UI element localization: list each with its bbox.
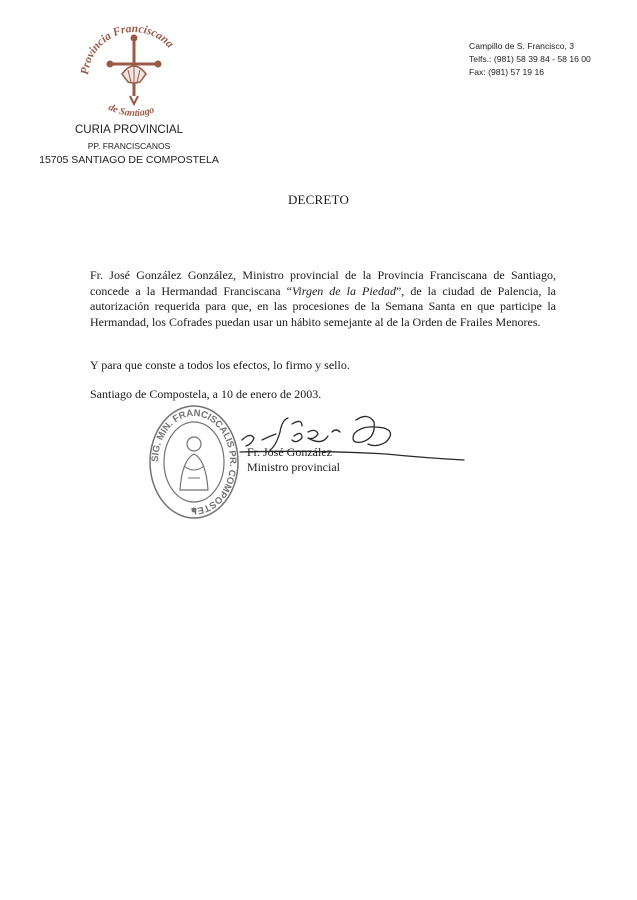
curia-provincial-label: CURIA PROVINCIAL	[75, 124, 183, 136]
signer-role: Ministro provincial	[247, 459, 340, 474]
contact-block	[469, 40, 591, 80]
contact-address: Campillo de S. Francisco, 3	[469, 41, 575, 51]
svg-text:Provincia Franciscana: Provincia Franciscana	[79, 22, 176, 76]
decree-body	[90, 268, 556, 330]
document-title: DECRETO	[287, 192, 350, 207]
pp-franciscanos-label: PP. FRANCISCANOS	[87, 141, 171, 151]
decree-body-part-1: Fr. José González González, Ministro provincial de la Provincia Franciscana de Santiago, concede a la Hermandad Franciscana “	[90, 268, 556, 298]
closing-line: Y para que conste a todos los efectos, lo firmo y sello.	[90, 358, 350, 372]
signer-name: Fr. José González	[247, 445, 332, 459]
contact-phones: Telfs.: (981) 58 39 84 - 58 16 00	[469, 54, 591, 65]
dateline: Santiago de Compostela, a 10 de enero de 2003.	[90, 387, 322, 401]
province-seal-logo	[74, 16, 194, 128]
contact-fax: Fax: (981) 57 19 16	[469, 67, 545, 78]
signer-block	[247, 445, 340, 474]
city-postal-label: 15705 SANTIAGO DE COMPOSTELA	[39, 154, 219, 166]
decree-body-italic: Virgen de la Piedad	[291, 283, 396, 298]
svg-text:de Santiago: de Santiago	[106, 101, 156, 120]
decree-body-part-2: ”, de la ciudad de Palencia, la autorización requerida para que, en las procesiones de la Semana Santa en que participe la Hermandad, los Cofrades puedan usar un hábito semejante al de la Orden de Frailes Menores.	[90, 283, 556, 329]
svg-text:SIG. MIN. FRANCISCALIS PR. COM: SIG. MIN. FRANCISCALIS PR. COMPOSTE	[149, 407, 239, 516]
official-stamp	[148, 402, 240, 522]
